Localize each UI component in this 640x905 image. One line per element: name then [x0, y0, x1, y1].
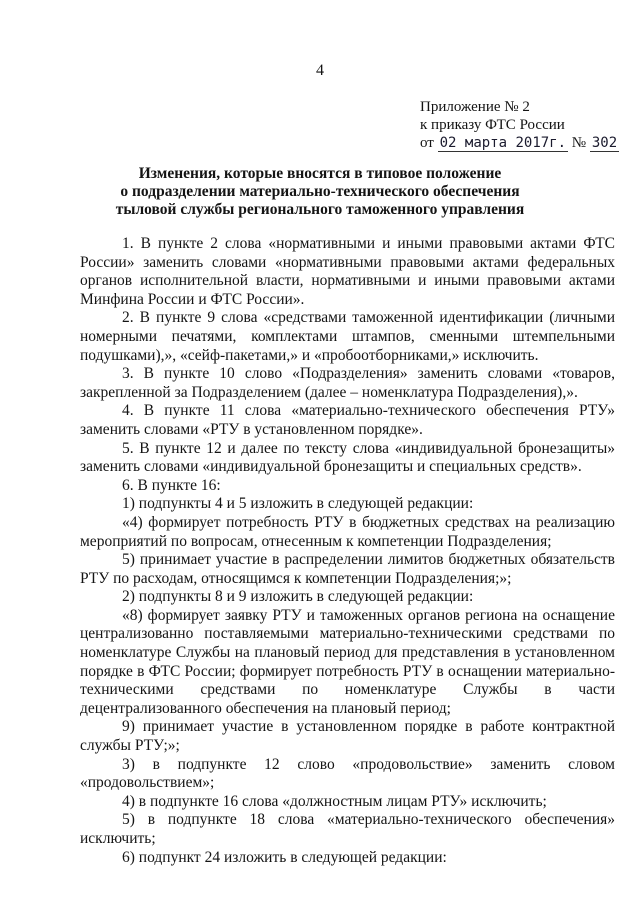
- subitem-6-1-point-5: 5) принимает участие в распределении лимитов бюджетных обязательств РТУ по расходам, относящимся к компетенции Подразделения;»;: [80, 551, 615, 587]
- subitem-6-2-point-9: 9) принимает участие в установленном порядке в работе контрактной службы РТУ;»;: [80, 718, 615, 755]
- paragraph-1: 1. В пункте 2 слова «нормативными и иными правовыми актами ФТС России» заменить словами «нормативными правовыми актами федеральных органов исполнительной власти, нормативными и иными правовыми актами Минфина России и ФТС России».: [80, 235, 615, 308]
- subitem-6-1: 1) подпункты 4 и 5 изложить в следующей редакции:: [122, 495, 474, 513]
- title-line-1: Изменения, которые вносятся в типовое положение: [138, 165, 502, 182]
- subitem-6-2-point-8: «8) формирует заявку РТУ и таможенных органов региона на оснащение централизованно поставляемыми материально-техническими средствами по номенклатуре Службы на плановый период для представления в установленном порядке в ФТС России; формирует потребность РТУ в оснащении материально-техническими средствами по номенклатуре Службы в части децентрализованного обеспечения на плановый период;: [80, 606, 615, 717]
- annex-header: [420, 98, 619, 152]
- annex-date-prefix: от: [420, 135, 434, 151]
- title-line-2: о подразделении материально-технического обеспечения: [120, 183, 520, 200]
- subitem-6-1-point-4: «4) формирует потребность РТУ в бюджетных средствах на реализацию мероприятий по вопросам, отнесенным к компетенции Подразделения;: [80, 513, 615, 550]
- title-line-3: тыловой службы регионального таможенного управления: [115, 201, 525, 218]
- annex-number-sign: №: [571, 135, 587, 151]
- subitem-6-6: 6) подпункт 24 изложить в следующей редакции:: [122, 848, 447, 866]
- subitem-6-4: 4) в подпункте 16 слова «должностным лицам РТУ» исключить;: [122, 792, 547, 810]
- annex-handwritten-date: 02 марта 2017г.: [439, 135, 567, 151]
- subitem-6-2: 2) подпункты 8 и 9 изложить в следующей редакции:: [122, 588, 474, 606]
- annex-order-reference: к приказу ФТС России: [420, 117, 565, 133]
- annex-title: Приложение № 2: [420, 99, 530, 115]
- paragraph-5: 5. В пункте 12 и далее по тексту слова «индивидуальной бронезащиты» заменить словами «индивидуальной бронезащиты и специальных средств».: [80, 439, 615, 476]
- paragraph-6: 6. В пункте 16:: [122, 476, 221, 494]
- document-title: [0, 165, 640, 219]
- paragraph-3: 3. В пункте 10 слово «Подразделения» заменить словами «товаров, закрепленной за Подразделением (далее – номенклатура Подразделения),».: [80, 365, 615, 401]
- paragraph-4: 4. В пункте 11 слова «материально-технического обеспечения РТУ» заменить словами «РТУ в установленном порядке».: [80, 402, 615, 438]
- paragraph-2: 2. В пункте 9 слова «средствами таможенной идентификации (личными номерными печатями, комплектами штампов, сменными штемпельными подушками),», «сейф-пакетами,» и «пробоотборниками,» исключить.: [80, 309, 615, 364]
- subitem-6-5: 5) в подпункте 18 слова «материально-технического обеспечения» исключить;: [80, 811, 615, 847]
- annex-handwritten-number: 302: [591, 135, 618, 151]
- document-body: [80, 235, 615, 867]
- subitem-6-3: 3) в подпункте 12 слово «продовольствие» заменить словом «продовольствием»;: [80, 755, 615, 792]
- page-number: 4: [316, 62, 324, 79]
- annex-date-number: [420, 134, 619, 152]
